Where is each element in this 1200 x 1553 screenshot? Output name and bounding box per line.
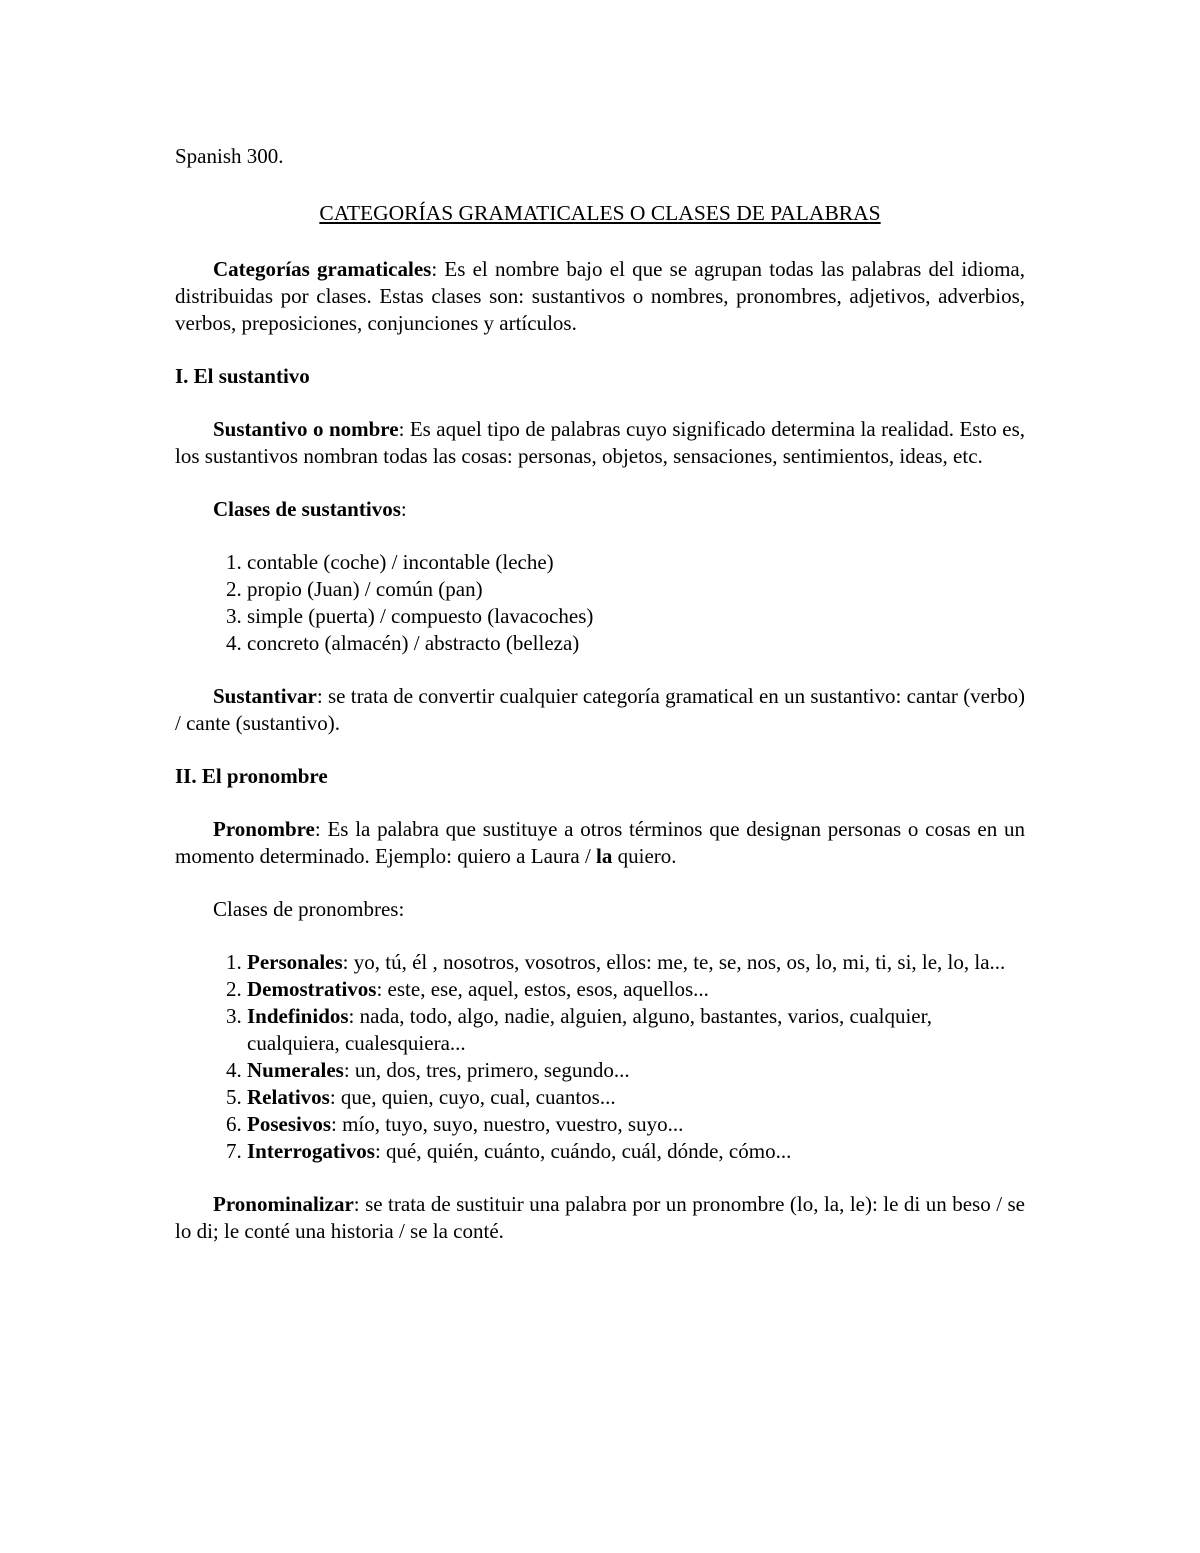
sustantivar-term: Sustantivar <box>213 684 317 708</box>
sustantivar-paragraph <box>175 683 1025 737</box>
list-item: 4. concreto (almacén) / abstracto (belleza) <box>247 630 1025 657</box>
pronominalizar-term: Pronominalizar <box>213 1192 354 1216</box>
pronominalizar-paragraph <box>175 1191 1025 1245</box>
document-page <box>175 143 1025 1245</box>
intro-term: Categorías gramaticales <box>213 257 432 281</box>
list-item: 7. Interrogativos: qué, quién, cuánto, cuándo, cuál, dónde, cómo... <box>247 1138 1025 1165</box>
intro-paragraph <box>175 256 1025 337</box>
section2-heading: II. El pronombre <box>175 764 328 788</box>
section2-definition <box>175 816 1025 870</box>
list-item: 5. Relativos: que, quien, cuyo, cual, cuantos... <box>247 1084 1025 1111</box>
course-label: Spanish 300. <box>175 144 284 168</box>
intro-text: : Es el nombre bajo el que se agrupan todas las palabras del idioma, distribuidas por clases. Estas clases son: sustantivos o nombres, pronombres, adjetivos, adverbios, verbos, preposiciones, conjunciones y artículos. <box>175 257 1025 335</box>
list-item: 3. simple (puerta) / compuesto (lavacoches) <box>247 603 1025 630</box>
section2-def-text: : Es la palabra que sustituye a otros términos que designan personas o cosas en un momento determinado. Ejemplo: quiero a Laura / <box>175 817 1025 868</box>
list-item: 3. Indefinidos: nada, todo, algo, nadie, alguien, alguno, bastantes, varios, cualquier, cualquiera, cualesquiera... <box>247 1003 1025 1057</box>
list-item: 2. Demostrativos: este, ese, aquel, estos, esos, aquellos... <box>247 976 1025 1003</box>
sustantivar-text: : se trata de convertir cualquier categoría gramatical en un sustantivo: cantar (verbo) / cante (sustantivo). <box>175 684 1025 735</box>
section1-classes-term: Clases de sustantivos <box>213 497 401 521</box>
section1-heading: I. El sustantivo <box>175 364 310 388</box>
list-item: 2. propio (Juan) / común (pan) <box>247 576 1025 603</box>
pronoun-classes-label: Clases de pronombres: <box>213 897 405 921</box>
list-item: 1. contable (coche) / incontable (leche) <box>247 549 1025 576</box>
list-item: 6. Posesivos: mío, tuyo, suyo, nuestro, vuestro, suyo... <box>247 1111 1025 1138</box>
document-title: CATEGORÍAS GRAMATICALES O CLASES DE PALABRAS <box>319 201 881 225</box>
pronoun-classes-list <box>175 949 1025 1165</box>
section2-def-term: Pronombre <box>213 817 315 841</box>
section2-def-bold: la <box>596 844 613 868</box>
section1-classes-label: Clases de sustantivos: <box>213 497 407 521</box>
section1-definition <box>175 416 1025 470</box>
section1-def-text: : Es aquel tipo de palabras cuyo significado determina la realidad. Esto es, los sustantivos nombran todas las cosas: personas, objetos, sensaciones, sentimientos, ideas, etc. <box>175 417 1025 468</box>
list-item: 1. Personales: yo, tú, él , nosotros, vosotros, ellos: me, te, se, nos, os, lo, mi, ti, si, le, lo, la... <box>247 949 1025 976</box>
list-item: 4. Numerales: un, dos, tres, primero, segundo... <box>247 1057 1025 1084</box>
section2-def-end: quiero. <box>612 844 677 868</box>
section1-def-term: Sustantivo o nombre <box>213 417 399 441</box>
noun-classes-list <box>175 549 1025 657</box>
pronominalizar-text: : se trata de sustituir una palabra por un pronombre (lo, la, le): le di un beso / se lo di; le conté una historia / se la conté. <box>175 1192 1025 1243</box>
